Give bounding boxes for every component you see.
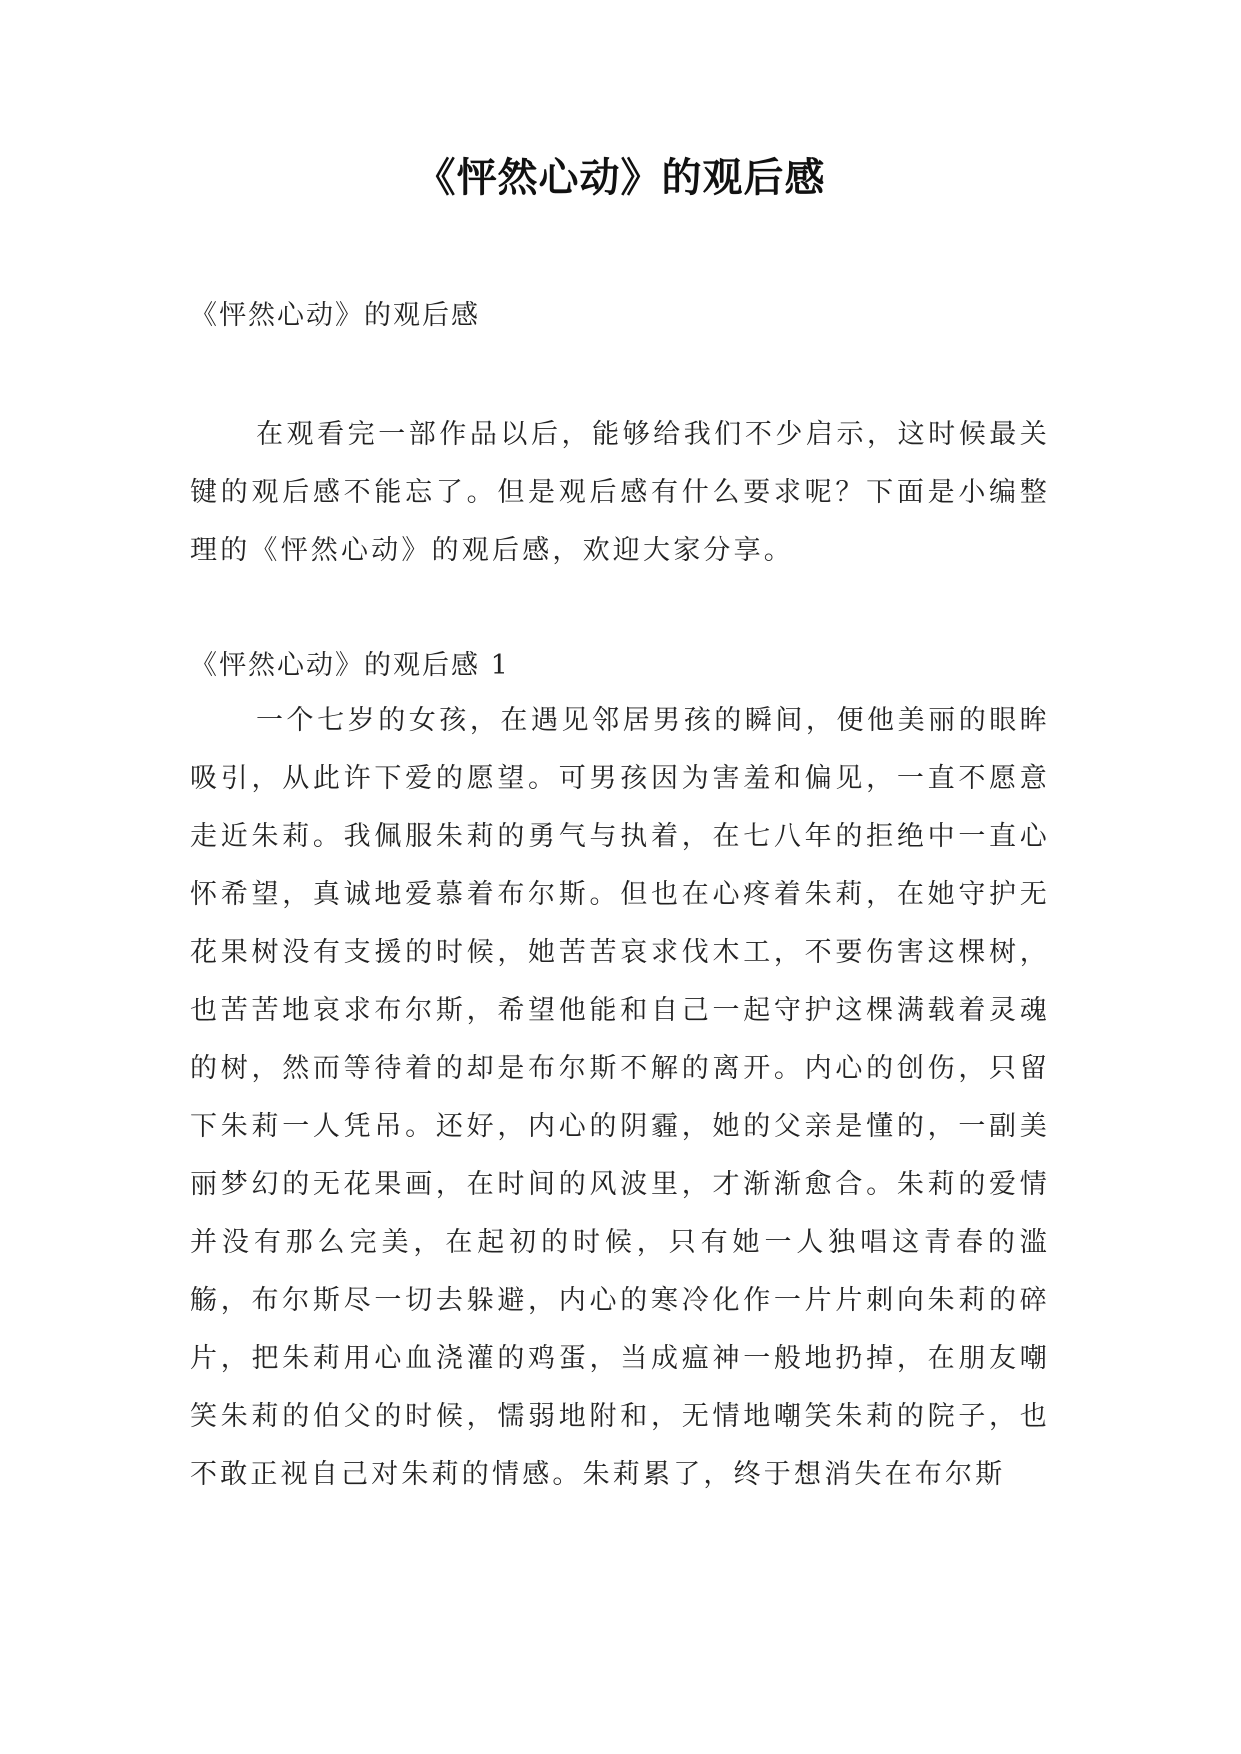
document-title: 《怦然心动》的观后感 xyxy=(415,155,826,201)
intro-heading: 《怦然心动》的观后感 xyxy=(190,300,480,331)
section-heading: 《怦然心动》的观后感 1 xyxy=(190,650,510,681)
intro-paragraph: 在观看完一部作品以后，能够给我们不少启示，这时候最关键的观后感不能忘了。但是观后感有什么要求呢？下面是小编整理的《怦然心动》的观后感，欢迎大家分享。 xyxy=(190,419,1050,566)
section-paragraph: 一个七岁的女孩，在遇见邻居男孩的瞬间，便他美丽的眼眸吸引，从此许下爱的愿望。可男孩因为害羞和偏见，一直不愿意走近朱莉。我佩服朱莉的勇气与执着，在七八年的拒绝中一直心怀希望，真诚地爱慕着布尔斯。但也在心疼着朱莉，在她守护无花果树没有支援的时候，她苦苦哀求伐木工，不要伤害这棵树，也苦苦地哀求布尔斯，希望他能和自己一起守护这棵满载着灵魂的树，然而等待着的却是布尔斯不解的离开。内心的创伤，只留下朱莉一人凭吊。还好，内心的阴霾，她的父亲是懂的，一副美丽梦幻的无花果画，在时间的风波里，才渐渐愈合。朱莉的爱情并没有那么完美，在起初的时候，只有她一人独唱这青春的滥觞，布尔斯尽一切去躲避，内心的寒冷化作一片片刺向朱莉的碎片，把朱莉用心血浇灌的鸡蛋，当成瘟神一般地扔掉，在朋友嘲笑朱莉的伯父的时候，懦弱地附和，无情地嘲笑朱莉的院子，也不敢正视自己对朱莉的情感。朱莉累了，终于想消失在布尔斯 xyxy=(190,705,1050,1490)
